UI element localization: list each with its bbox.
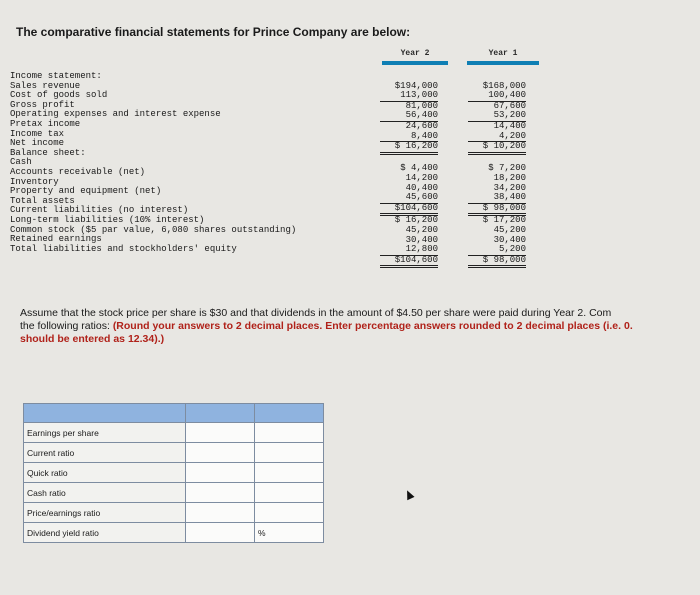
ratio-label: Dividend yield ratio xyxy=(24,523,186,543)
year2-cell: 8,400 xyxy=(380,132,438,143)
unit-cell: % xyxy=(255,523,324,543)
row-label: Total liabilities and stockholders' equity xyxy=(10,243,237,254)
header-cell xyxy=(24,404,186,423)
year2-cell: $ 16,200 xyxy=(394,215,438,226)
row-label: Cash xyxy=(10,157,32,168)
row-label: Retained earnings xyxy=(10,234,102,245)
answer-input[interactable] xyxy=(186,463,255,483)
answer-input[interactable] xyxy=(186,523,255,543)
header-cell xyxy=(255,404,324,423)
instructions-line2 xyxy=(20,320,700,333)
table-row xyxy=(24,483,324,503)
table-row xyxy=(24,443,324,463)
year1-cell: 45,200 xyxy=(493,224,526,235)
year2-cell: 45,600 xyxy=(380,193,438,204)
ratio-answer-table xyxy=(23,403,324,543)
row-label: Cost of goods sold xyxy=(10,90,108,101)
mouse-pointer-icon xyxy=(403,489,414,501)
year1-cell: 34,200 xyxy=(493,182,526,193)
row-label: Balance sheet: xyxy=(10,147,86,158)
row-label: Income tax xyxy=(10,128,65,139)
table-header-row xyxy=(24,404,324,423)
ratio-label: Earnings per share xyxy=(24,423,186,443)
year1-cell: $168,000 xyxy=(482,80,526,91)
year2-header-bar xyxy=(382,61,448,65)
row-label: Income statement: xyxy=(10,71,102,81)
year1-cell: $ 98,000 xyxy=(468,256,526,269)
year2-cell: 24,600 xyxy=(405,120,438,131)
year2-header: Year 2 xyxy=(400,49,430,58)
year1-cell: 30,400 xyxy=(493,234,526,245)
year1-cell: 14,400 xyxy=(493,120,526,131)
row-label: Pretax income xyxy=(10,118,81,129)
answer-input[interactable] xyxy=(186,483,255,503)
table-row xyxy=(24,503,324,523)
year1-cell: $ 10,200 xyxy=(468,142,526,155)
page-title: The comparative financial statements for Prince Company are below: xyxy=(16,25,411,39)
answer-input[interactable] xyxy=(186,503,255,523)
row-label: Net income xyxy=(10,138,65,149)
year2-cell: 30,400 xyxy=(405,234,438,245)
year2-cell: $104,600 xyxy=(380,204,438,217)
ratio-label: Quick ratio xyxy=(24,463,186,483)
row-label: Operating expenses and interest expense xyxy=(10,109,221,120)
header-cell xyxy=(186,404,255,423)
table-row xyxy=(24,463,324,483)
year2-cell: $194,000 xyxy=(394,80,438,91)
answer-input[interactable] xyxy=(186,443,255,463)
row-labels xyxy=(10,72,370,254)
row-label: Long-term liabilities (10% interest) xyxy=(10,214,205,225)
year1-cell: 4,200 xyxy=(468,132,526,143)
year1-header: Year 1 xyxy=(488,49,518,58)
row-label: Inventory xyxy=(10,176,59,187)
year1-cell: $ 98,000 xyxy=(468,204,526,217)
instructions-line2-plain: the following ratios: xyxy=(20,320,113,332)
year2-cell: $ 16,200 xyxy=(380,142,438,155)
year2-cell: 81,000 xyxy=(405,100,438,111)
unit-cell xyxy=(255,503,324,523)
year1-cell: 18,200 xyxy=(493,172,526,183)
row-label: Total assets xyxy=(10,195,75,206)
year2-cell: $ 4,400 xyxy=(400,163,438,174)
year1-cell: $ 17,200 xyxy=(482,215,526,226)
year2-values xyxy=(380,72,438,268)
unit-cell xyxy=(255,423,324,443)
unit-cell xyxy=(255,443,324,463)
unit-cell xyxy=(255,463,324,483)
row-label: Property and equipment (net) xyxy=(10,186,162,197)
year1-cell: $ 7,200 xyxy=(488,163,526,174)
year2-cell: 12,800 xyxy=(380,245,438,256)
ratio-label: Price/earnings ratio xyxy=(24,503,186,523)
year1-cell: 100,400 xyxy=(468,91,526,102)
row-label: Common stock ($5 par value, 6,080 shares outstanding) xyxy=(10,224,297,235)
table-row xyxy=(24,523,324,543)
year1-values xyxy=(468,72,526,268)
instructions-line3: should be entered as 12.34).) xyxy=(20,333,165,345)
year1-cell: 53,200 xyxy=(468,111,526,122)
table-row xyxy=(24,423,324,443)
answer-input[interactable] xyxy=(186,423,255,443)
year1-header-bar xyxy=(467,61,539,65)
year2-cell: 56,400 xyxy=(380,111,438,122)
year2-cell: 40,400 xyxy=(405,182,438,193)
row-label: Sales revenue xyxy=(10,80,81,91)
year2-cell: 45,200 xyxy=(405,224,438,235)
instructions xyxy=(20,307,700,346)
year2-cell: 113,000 xyxy=(380,91,438,102)
instructions-line2-bold: (Round your answers to 2 decimal places. Enter percentage answers rounded to 2 decimal places (i.e. 0. xyxy=(112,320,633,332)
ratio-label: Current ratio xyxy=(24,443,186,463)
row-label: Gross profit xyxy=(10,99,75,110)
instructions-line1: Assume that the stock price per share is $30 and that dividends in the amount of $4.50 per share were paid during Year 2. Com xyxy=(20,307,612,319)
year2-cell: $104,600 xyxy=(380,256,438,269)
financial-statements xyxy=(10,45,538,290)
row-label: Current liabilities (no interest) xyxy=(10,205,189,216)
year2-cell: 14,200 xyxy=(405,172,438,183)
year1-cell: 38,400 xyxy=(468,193,526,204)
year1-cell: 67,600 xyxy=(493,100,526,111)
unit-cell xyxy=(255,483,324,503)
ratio-label: Cash ratio xyxy=(24,483,186,503)
year1-cell: 5,200 xyxy=(468,245,526,256)
row-label: Accounts receivable (net) xyxy=(10,166,146,177)
